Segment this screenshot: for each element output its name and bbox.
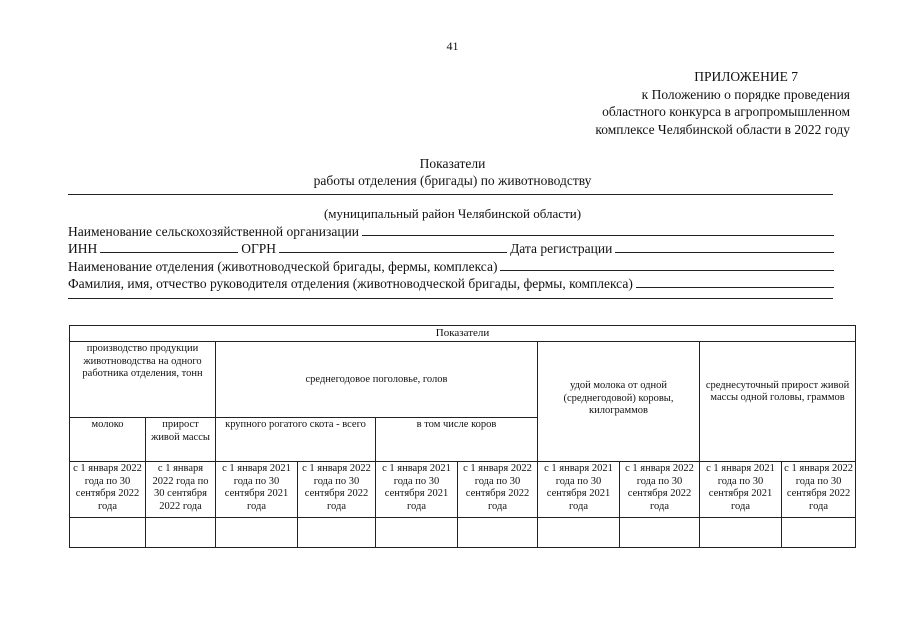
cattle-subheader: крупного рогатого скота - всего xyxy=(216,418,376,462)
cows-subheader: в том числе коров xyxy=(376,418,538,462)
period-header: с 1 января 2021 года по 30 сентября 2021 года xyxy=(376,462,458,518)
period-header: с 1 января 2021 года по 30 сентября 2021 года xyxy=(538,462,620,518)
document-heading xyxy=(0,155,905,189)
head-label: Фамилия, имя, отчество руководителя отделения (животноводческой бригады, фермы, комплекса) xyxy=(68,276,633,291)
data-cell[interactable] xyxy=(216,518,298,548)
livestock-header: среднегодовое поголовье, голов xyxy=(216,342,538,418)
head-row xyxy=(68,275,834,292)
data-cell[interactable] xyxy=(70,518,146,548)
division-label: Наименование отделения (животноводческой бригады, фермы, комплекса) xyxy=(68,259,498,274)
weight-gain-subheader: прирост живой массы xyxy=(146,418,216,462)
reg-date-field[interactable] xyxy=(615,240,834,253)
org-name-row xyxy=(68,223,834,240)
data-cell[interactable] xyxy=(538,518,620,548)
data-cell[interactable] xyxy=(298,518,376,548)
ogrn-label: ОГРН xyxy=(241,241,277,256)
period-header: с 1 января 2022 года по 30 сентября 2022 года xyxy=(70,462,146,518)
data-cell[interactable] xyxy=(458,518,538,548)
district-field-line[interactable] xyxy=(68,194,833,195)
period-header: с 1 января 2022 года по 30 сентября 2022 года xyxy=(298,462,376,518)
heading-title: Показатели xyxy=(419,156,486,171)
period-header: с 1 января 2021 года по 30 сентября 2021 года xyxy=(700,462,782,518)
production-header: производство продукции животноводства на одного работника отделения, тонн xyxy=(70,342,216,418)
period-header: с 1 января 2021 года по 30 сентября 2021 года xyxy=(216,462,298,518)
org-name-field[interactable] xyxy=(362,223,834,236)
appendix-line-1: к Положению о порядке проведения xyxy=(641,86,850,102)
milk-yield-header: удой молока от одной (среднегодовой) коровы, килограммов xyxy=(538,342,700,462)
data-cell[interactable] xyxy=(700,518,782,548)
period-header: с 1 января 2022 года по 30 сентября 2022 года xyxy=(146,462,216,518)
appendix-line-3: комплексе Челябинской области в 2022 году xyxy=(595,121,850,137)
data-cell[interactable] xyxy=(620,518,700,548)
data-cell[interactable] xyxy=(782,518,856,548)
daily-gain-header: среднесуточный прирост живой массы одной головы, граммов xyxy=(700,342,856,462)
appendix-block xyxy=(595,68,850,138)
appendix-line-2: областного конкурса в агропромышленном xyxy=(602,104,850,119)
period-header: с 1 января 2022 года по 30 сентября 2022 года xyxy=(782,462,856,518)
extra-field-line[interactable] xyxy=(68,298,833,299)
inn-field[interactable] xyxy=(100,240,238,253)
table-title: Показатели xyxy=(70,326,856,342)
page-number: 41 xyxy=(446,39,459,53)
org-name-label: Наименование сельскохозяйственной организации xyxy=(68,224,360,239)
heading-subtitle: работы отделения (бригады) по животноводству xyxy=(313,173,592,188)
district-caption: (муниципальный район Челябинской области) xyxy=(323,206,582,221)
division-field[interactable] xyxy=(500,258,834,271)
reg-date-label: Дата регистрации xyxy=(510,241,613,256)
data-cell[interactable] xyxy=(146,518,216,548)
head-field[interactable] xyxy=(636,275,834,288)
appendix-title: ПРИЛОЖЕНИЕ 7 xyxy=(694,69,798,84)
registration-row xyxy=(68,240,834,257)
period-header: с 1 января 2022 года по 30 сентября 2022 года xyxy=(620,462,700,518)
inn-label: ИНН xyxy=(68,241,98,256)
indicators-table xyxy=(69,325,856,548)
data-cell[interactable] xyxy=(376,518,458,548)
ogrn-field[interactable] xyxy=(279,240,507,253)
milk-subheader: молоко xyxy=(70,418,146,462)
division-row xyxy=(68,258,834,275)
period-header: с 1 января 2022 года по 30 сентября 2022 года xyxy=(458,462,538,518)
